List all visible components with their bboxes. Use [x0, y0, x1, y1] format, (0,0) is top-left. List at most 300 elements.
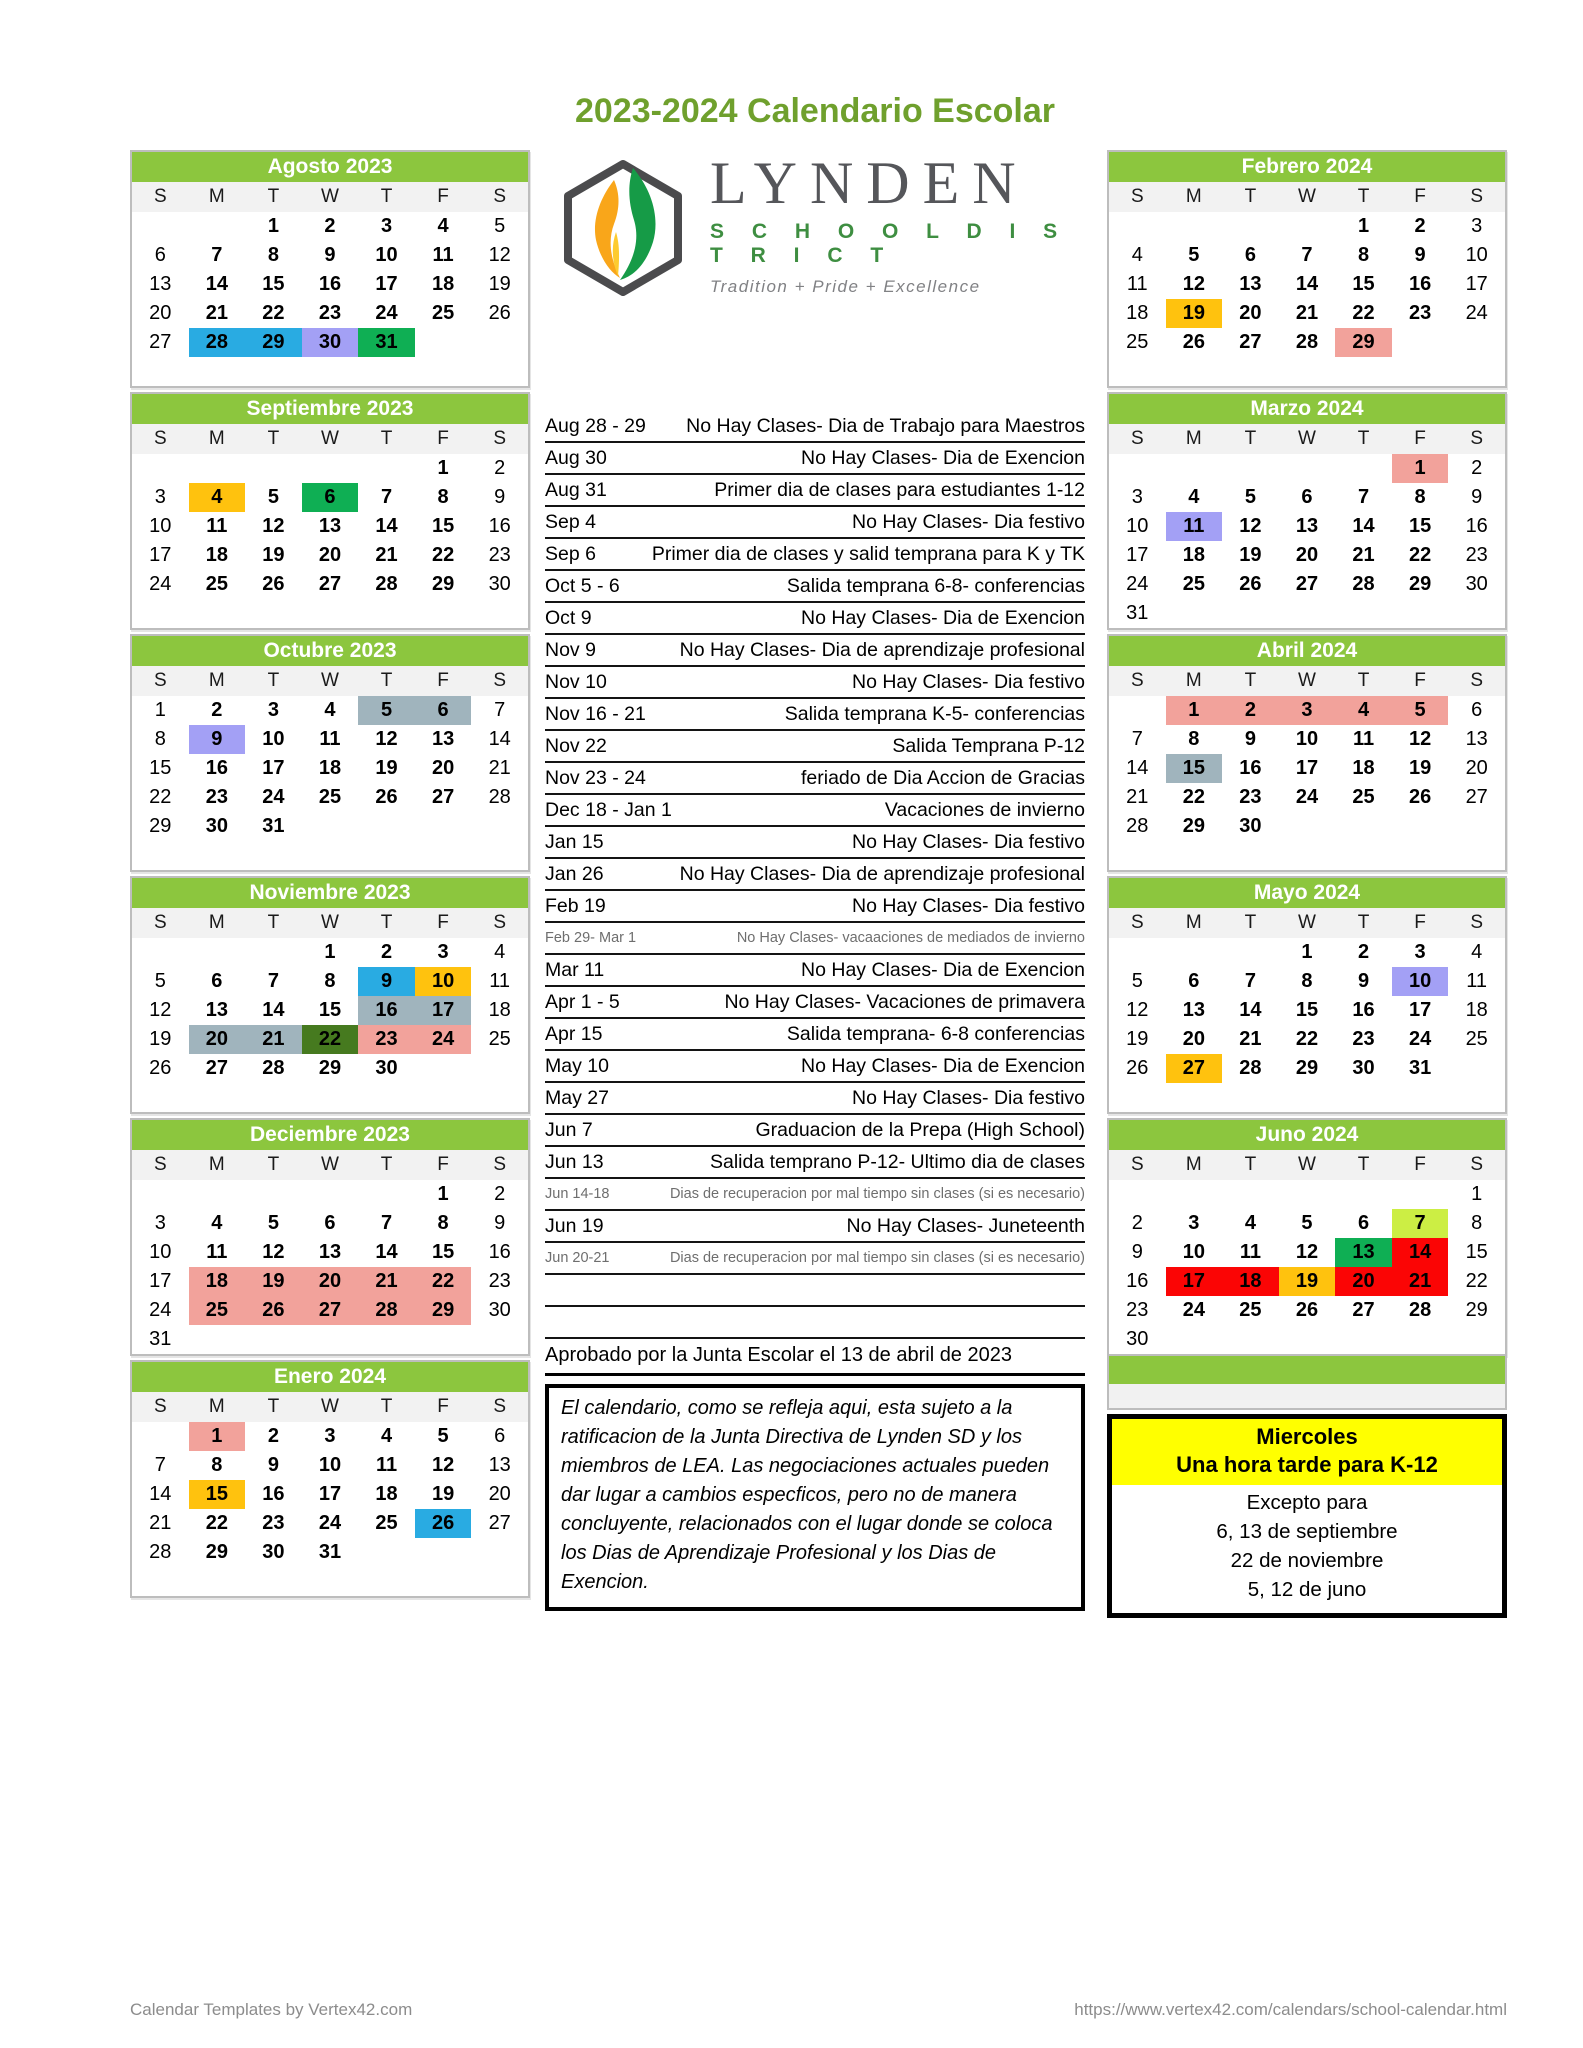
day-cell: 20	[149, 302, 172, 324]
event-row	[545, 987, 1085, 1019]
wednesday-body-line: 6, 13 de septiembre	[1216, 1520, 1398, 1543]
day-cell: 5	[494, 215, 506, 237]
weekday-header: T	[1335, 666, 1392, 696]
day-cell: 3	[1131, 486, 1143, 508]
day-cell: 30	[375, 1057, 398, 1079]
event-row	[545, 1051, 1085, 1083]
day-cell: 17	[415, 996, 472, 1025]
day-cell	[1448, 1054, 1505, 1083]
day-cell: 23	[205, 786, 228, 808]
day-cell: 28	[1352, 573, 1375, 595]
event-row	[545, 1179, 1085, 1211]
day-cell: 21	[488, 757, 511, 779]
event-row	[545, 1243, 1085, 1275]
day-cell	[415, 1054, 472, 1083]
month-title: Abril 2024	[1109, 636, 1505, 666]
day-cell: 23	[1465, 544, 1488, 566]
day-cell: 16	[262, 1483, 285, 1505]
weekday-header: S	[471, 666, 528, 696]
weekday-header: S	[1109, 424, 1166, 454]
day-cell: 1	[189, 1422, 246, 1451]
day-cell: 14	[375, 1241, 398, 1263]
day-cell: 6	[1244, 244, 1256, 266]
day-cell: 29	[431, 573, 455, 595]
event-row	[545, 763, 1085, 795]
month-enero-2024	[130, 1360, 530, 1598]
day-cell: 24	[415, 1025, 472, 1054]
day-cell: 7	[380, 486, 393, 508]
district-logo-text	[710, 150, 1088, 297]
day-cell: 31	[149, 1328, 172, 1350]
day-cell: 22	[431, 544, 455, 566]
day-cell: 12	[375, 728, 398, 750]
day-cell: 2	[211, 699, 223, 721]
event-date: Nov 22	[545, 734, 607, 757]
day-cell: 29	[1408, 573, 1432, 595]
day-cell: 11	[206, 1241, 228, 1263]
day-cell: 30	[1465, 573, 1488, 595]
day-cell: 13	[1239, 273, 1262, 295]
day-cell	[245, 1567, 302, 1596]
day-cell: 21	[205, 302, 228, 324]
day-cell: 20	[189, 1025, 246, 1054]
day-cell: 17	[1295, 757, 1319, 779]
day-cell: 9	[1357, 970, 1370, 992]
event-desc: Salida temprana K-5- conferencias	[784, 702, 1085, 725]
day-cell	[189, 841, 246, 870]
day-cell: 1	[1471, 1183, 1483, 1205]
day-cell: 27	[1239, 331, 1262, 353]
day-cell: 8	[1471, 1212, 1483, 1234]
day-cell	[358, 1325, 415, 1354]
day-cell: 5	[154, 970, 166, 992]
day-cell: 26	[1239, 573, 1262, 595]
day-cell: 12	[149, 999, 172, 1021]
day-cell: 19	[1239, 544, 1262, 566]
event-row	[545, 1211, 1085, 1243]
day-cell: 12	[488, 244, 511, 266]
day-cell	[245, 599, 302, 628]
day-cell: 28	[1126, 815, 1149, 837]
wednesday-title-line2: Una hora tarde para K-12	[1176, 1452, 1438, 1477]
day-cell: 8	[1301, 970, 1313, 992]
day-cell: 4	[1131, 244, 1143, 266]
weekday-header: T	[358, 908, 415, 938]
day-cell: 14	[205, 273, 228, 295]
month-mayo-2024	[1107, 876, 1507, 1114]
day-cell: 16	[205, 757, 228, 779]
day-cell: 14	[1239, 999, 1262, 1021]
day-cell: 5	[267, 486, 279, 508]
weekday-header: S	[471, 908, 528, 938]
day-cell: 19	[262, 544, 285, 566]
day-cell	[245, 1083, 302, 1112]
day-cell: 8	[437, 486, 449, 508]
day-cell: 23	[318, 302, 342, 324]
event-date: Dec 18 - Jan 1	[545, 798, 672, 821]
day-cell	[415, 841, 472, 870]
day-cell: 31	[262, 815, 285, 837]
day-cell: 21	[1239, 1028, 1262, 1050]
event-date: Feb 19	[545, 894, 606, 917]
day-cell: 25	[1126, 331, 1149, 353]
weekday-header: S	[471, 1150, 528, 1180]
day-cell: 4	[324, 699, 336, 721]
event-date: May 27	[545, 1086, 609, 1109]
day-cell: 21	[149, 1512, 172, 1534]
day-cell: 8	[154, 728, 166, 750]
day-cell: 18	[1126, 302, 1149, 324]
day-cell: 13	[205, 999, 228, 1021]
event-date: Feb 29- Mar 1	[545, 930, 637, 946]
month-juno-2024	[1107, 1118, 1507, 1356]
weekday-header: M	[189, 1150, 246, 1180]
day-cell: 10	[318, 1454, 342, 1476]
day-cell	[1279, 599, 1336, 628]
weekday-header: W	[302, 908, 359, 938]
day-cell	[471, 812, 528, 841]
day-cell: 4	[211, 1212, 223, 1234]
footer-credit: Calendar Templates by Vertex42.com	[130, 2000, 413, 2019]
day-cell: 21	[1392, 1267, 1449, 1296]
event-desc: No Hay Clases- Dia de Exencion	[801, 1054, 1085, 1077]
footer-url[interactable]: https://www.vertex42.com/calendars/school-calendar.html	[1074, 2000, 1507, 2019]
day-cell	[302, 1325, 359, 1354]
weekday-header: F	[1392, 1150, 1449, 1180]
day-cell: 26	[1126, 1057, 1149, 1079]
day-cell: 2	[1357, 941, 1370, 963]
day-cell: 12	[1126, 999, 1149, 1021]
day-cell: 9	[358, 967, 415, 996]
district-logo	[548, 150, 1088, 300]
weekday-header: T	[245, 1392, 302, 1422]
day-cell: 24	[149, 1299, 172, 1321]
weekday-header: T	[1335, 1150, 1392, 1180]
day-cell: 16	[1465, 515, 1488, 537]
weekday-header: T	[358, 1392, 415, 1422]
day-cell: 24	[1408, 1028, 1432, 1050]
month-abril-2024	[1107, 634, 1507, 872]
day-cell: 24	[1126, 573, 1149, 595]
weekday-header: F	[1392, 182, 1449, 212]
day-cell: 4	[1244, 1212, 1256, 1234]
day-cell	[1222, 1325, 1279, 1354]
day-cell: 31	[318, 1541, 342, 1563]
day-cell: 10	[415, 967, 472, 996]
day-cell: 27	[302, 1296, 359, 1325]
month-title: Noviembre 2023	[132, 878, 528, 908]
event-desc: Primer dia de clases para estudiantes 1-12	[714, 478, 1085, 501]
day-cell	[132, 599, 189, 628]
day-cell: 4	[494, 941, 506, 963]
day-cell: 20	[302, 1267, 359, 1296]
day-cell: 9	[1131, 1241, 1143, 1263]
day-cell: 27	[488, 1512, 511, 1534]
day-cell: 25	[431, 302, 455, 324]
empty-month-stub	[1107, 1356, 1507, 1410]
event-date: May 10	[545, 1054, 609, 1077]
month-agosto-2023	[130, 150, 530, 388]
district-tagline: Tradition + Pride + Excellence	[710, 277, 981, 296]
event-row	[545, 923, 1085, 955]
day-cell: 18	[189, 1267, 246, 1296]
day-cell	[1279, 1180, 1336, 1209]
day-cell: 8	[437, 1212, 449, 1234]
weekday-header: T	[1335, 182, 1392, 212]
weekday-header: F	[1392, 908, 1449, 938]
weekday-header: F	[415, 908, 472, 938]
day-cell: 20	[1239, 302, 1262, 324]
event-date: Aug 31	[545, 478, 607, 501]
month-deciembre-2023	[130, 1118, 530, 1356]
month-title: Deciembre 2023	[132, 1120, 528, 1150]
day-cell: 26	[262, 573, 285, 595]
weekday-header: M	[189, 908, 246, 938]
day-cell	[132, 454, 189, 483]
event-date: Nov 9	[545, 638, 596, 661]
day-cell: 1	[437, 457, 449, 479]
day-cell	[1448, 1325, 1505, 1354]
event-desc: No Hay Clases- Dia de aprendizaje profesional	[679, 862, 1085, 885]
weekday-header: W	[1279, 908, 1336, 938]
day-cell: 27	[1465, 786, 1488, 808]
day-cell: 6	[494, 1425, 506, 1447]
day-cell: 1	[1357, 215, 1370, 237]
event-row	[545, 1147, 1085, 1179]
day-cell: 26	[1295, 1299, 1319, 1321]
day-cell: 3	[1279, 696, 1336, 725]
weekday-header: M	[1166, 908, 1223, 938]
event-date: Mar 11	[545, 958, 605, 981]
day-cell: 26	[1182, 331, 1205, 353]
day-cell	[1222, 938, 1279, 967]
event-desc: Graduacion de la Prepa (High School)	[755, 1118, 1085, 1141]
event-desc: Salida temprana 6-8- conferencias	[786, 574, 1085, 597]
day-cell: 1	[437, 1183, 449, 1205]
month-title: Septiembre 2023	[132, 394, 528, 424]
weekday-header: S	[132, 182, 189, 212]
event-row	[545, 475, 1085, 507]
event-row	[545, 411, 1085, 443]
day-cell: 5	[1244, 486, 1256, 508]
day-cell	[1279, 357, 1336, 386]
day-cell	[245, 454, 302, 483]
day-cell	[1109, 1180, 1166, 1209]
weekday-header: W	[1279, 424, 1336, 454]
day-cell: 15	[1295, 999, 1319, 1021]
day-cell	[1279, 1325, 1336, 1354]
day-cell: 22	[149, 786, 172, 808]
event-desc: No Hay Clases- Dia festivo	[852, 1086, 1085, 1109]
weekday-header: T	[245, 1150, 302, 1180]
day-cell: 26	[375, 786, 398, 808]
day-cell: 23	[1126, 1299, 1149, 1321]
day-cell: 16	[358, 996, 415, 1025]
day-cell	[1222, 454, 1279, 483]
day-cell: 3	[154, 1212, 166, 1234]
day-cell: 25	[375, 1512, 398, 1534]
weekday-header: W	[302, 424, 359, 454]
day-cell: 5	[358, 696, 415, 725]
day-cell: 4	[380, 1425, 393, 1447]
day-cell: 7	[154, 1454, 166, 1476]
day-cell	[358, 357, 415, 386]
day-cell: 23	[262, 1512, 285, 1534]
weekday-header: M	[189, 182, 246, 212]
day-cell: 22	[205, 1512, 228, 1534]
event-desc: Dias de recuperacion por mal tiempo sin clases (si es necesario)	[669, 1186, 1085, 1202]
weekday-header: T	[358, 182, 415, 212]
day-cell: 20	[1465, 757, 1488, 779]
day-cell	[189, 599, 246, 628]
day-cell: 27	[1352, 1299, 1375, 1321]
day-cell	[132, 841, 189, 870]
flame-hexagon-icon	[548, 148, 698, 303]
day-cell: 1	[324, 941, 336, 963]
day-cell: 2	[494, 457, 506, 479]
day-cell	[358, 599, 415, 628]
day-cell: 23	[1352, 1028, 1375, 1050]
day-cell: 9	[1414, 244, 1426, 266]
event-desc: Salida temprano P-12- Ultimo dia de clases	[709, 1150, 1085, 1173]
day-cell	[302, 1567, 359, 1596]
day-cell: 2	[324, 215, 336, 237]
day-cell	[415, 812, 472, 841]
day-cell: 15	[431, 515, 455, 537]
day-cell: 13	[1335, 1238, 1392, 1267]
event-desc: No Hay Clases- Dia de Trabajo para Maestros	[686, 414, 1085, 437]
weekday-header: T	[1335, 424, 1392, 454]
day-cell: 6	[324, 1212, 336, 1234]
day-cell: 14	[488, 728, 511, 750]
day-cell	[1166, 1325, 1223, 1354]
day-cell	[1392, 1325, 1449, 1354]
weekday-header: T	[1222, 182, 1279, 212]
day-cell: 24	[149, 573, 172, 595]
weekday-header: T	[1222, 908, 1279, 938]
day-cell	[1335, 357, 1392, 386]
day-cell: 8	[1188, 728, 1200, 750]
day-cell: 3	[324, 1425, 336, 1447]
month-title: Marzo 2024	[1109, 394, 1505, 424]
weekday-header: M	[1166, 1150, 1223, 1180]
day-cell: 29	[1182, 815, 1205, 837]
day-cell: 18	[375, 1483, 398, 1505]
day-cell: 8	[211, 1454, 223, 1476]
weekday-header: F	[1392, 424, 1449, 454]
day-cell: 11	[206, 515, 228, 537]
day-cell: 29	[318, 1057, 342, 1079]
event-row	[545, 1307, 1085, 1339]
day-cell: 11	[319, 728, 341, 750]
day-cell: 13	[1295, 515, 1319, 537]
day-cell: 30	[205, 815, 228, 837]
day-cell: 22	[1408, 544, 1432, 566]
day-cell: 6	[211, 970, 223, 992]
day-cell: 5	[1188, 244, 1200, 266]
day-cell: 21	[1295, 302, 1319, 324]
day-cell: 6	[1188, 970, 1200, 992]
day-cell: 6	[415, 696, 472, 725]
weekday-header: M	[1166, 424, 1223, 454]
day-cell: 30	[1239, 815, 1262, 837]
day-cell: 19	[245, 1267, 302, 1296]
day-cell: 21	[375, 544, 398, 566]
event-row	[545, 731, 1085, 763]
day-cell: 28	[1408, 1299, 1432, 1321]
day-cell: 28	[1295, 331, 1319, 353]
day-cell	[1448, 1083, 1505, 1112]
month-noviembre-2023	[130, 876, 530, 1114]
day-cell: 15	[1352, 273, 1375, 295]
day-cell	[471, 1054, 528, 1083]
day-cell: 28	[1239, 1057, 1262, 1079]
day-cell	[358, 1538, 415, 1567]
day-cell: 10	[149, 515, 172, 537]
weekday-header: W	[302, 1150, 359, 1180]
weekday-header: S	[1109, 182, 1166, 212]
day-cell	[1166, 938, 1223, 967]
weekday-header: S	[132, 424, 189, 454]
right-month-column	[1107, 150, 1507, 1360]
day-cell	[1166, 1083, 1223, 1112]
event-row	[545, 443, 1085, 475]
day-cell	[415, 1538, 472, 1567]
weekday-header: F	[415, 666, 472, 696]
wednesday-body-line: Excepto para	[1246, 1491, 1368, 1514]
weekday-header: T	[1222, 424, 1279, 454]
day-cell	[1335, 599, 1392, 628]
day-cell: 12	[431, 1454, 455, 1476]
day-cell	[1448, 328, 1505, 357]
day-cell: 22	[1295, 1028, 1319, 1050]
month-octubre-2023	[130, 634, 530, 872]
day-cell: 10	[1182, 1241, 1205, 1263]
day-cell: 9	[267, 1454, 279, 1476]
event-row	[545, 699, 1085, 731]
day-cell: 13	[318, 1241, 342, 1263]
day-cell: 23	[488, 544, 511, 566]
day-cell	[471, 599, 528, 628]
day-cell: 24	[262, 786, 285, 808]
event-desc: No Hay Clases- Dia festivo	[852, 830, 1085, 853]
day-cell: 3	[437, 941, 449, 963]
day-cell: 7	[1301, 244, 1313, 266]
event-date: Jan 15	[545, 830, 604, 853]
day-cell	[1392, 812, 1449, 841]
day-cell: 19	[1166, 299, 1223, 328]
day-cell: 2	[494, 1183, 506, 1205]
day-cell: 1	[1166, 696, 1223, 725]
weekday-header: S	[1109, 1150, 1166, 1180]
event-row	[545, 1275, 1085, 1307]
day-cell: 12	[1239, 515, 1262, 537]
weekday-header: M	[189, 1392, 246, 1422]
day-cell: 18	[431, 273, 455, 295]
day-cell: 2	[1131, 1212, 1143, 1234]
day-cell	[415, 357, 472, 386]
month-febrero-2024	[1107, 150, 1507, 388]
day-cell: 21	[1126, 786, 1149, 808]
event-desc: No Hay Clases- Dia festivo	[852, 510, 1085, 533]
event-date: Jun 19	[545, 1214, 604, 1237]
event-row	[545, 795, 1085, 827]
day-cell: 31	[1126, 602, 1149, 624]
event-desc: No Hay Clases- Dia de Exencion	[801, 958, 1085, 981]
day-cell: 19	[488, 273, 511, 295]
day-cell	[1335, 1083, 1392, 1112]
day-cell: 30	[302, 328, 359, 357]
